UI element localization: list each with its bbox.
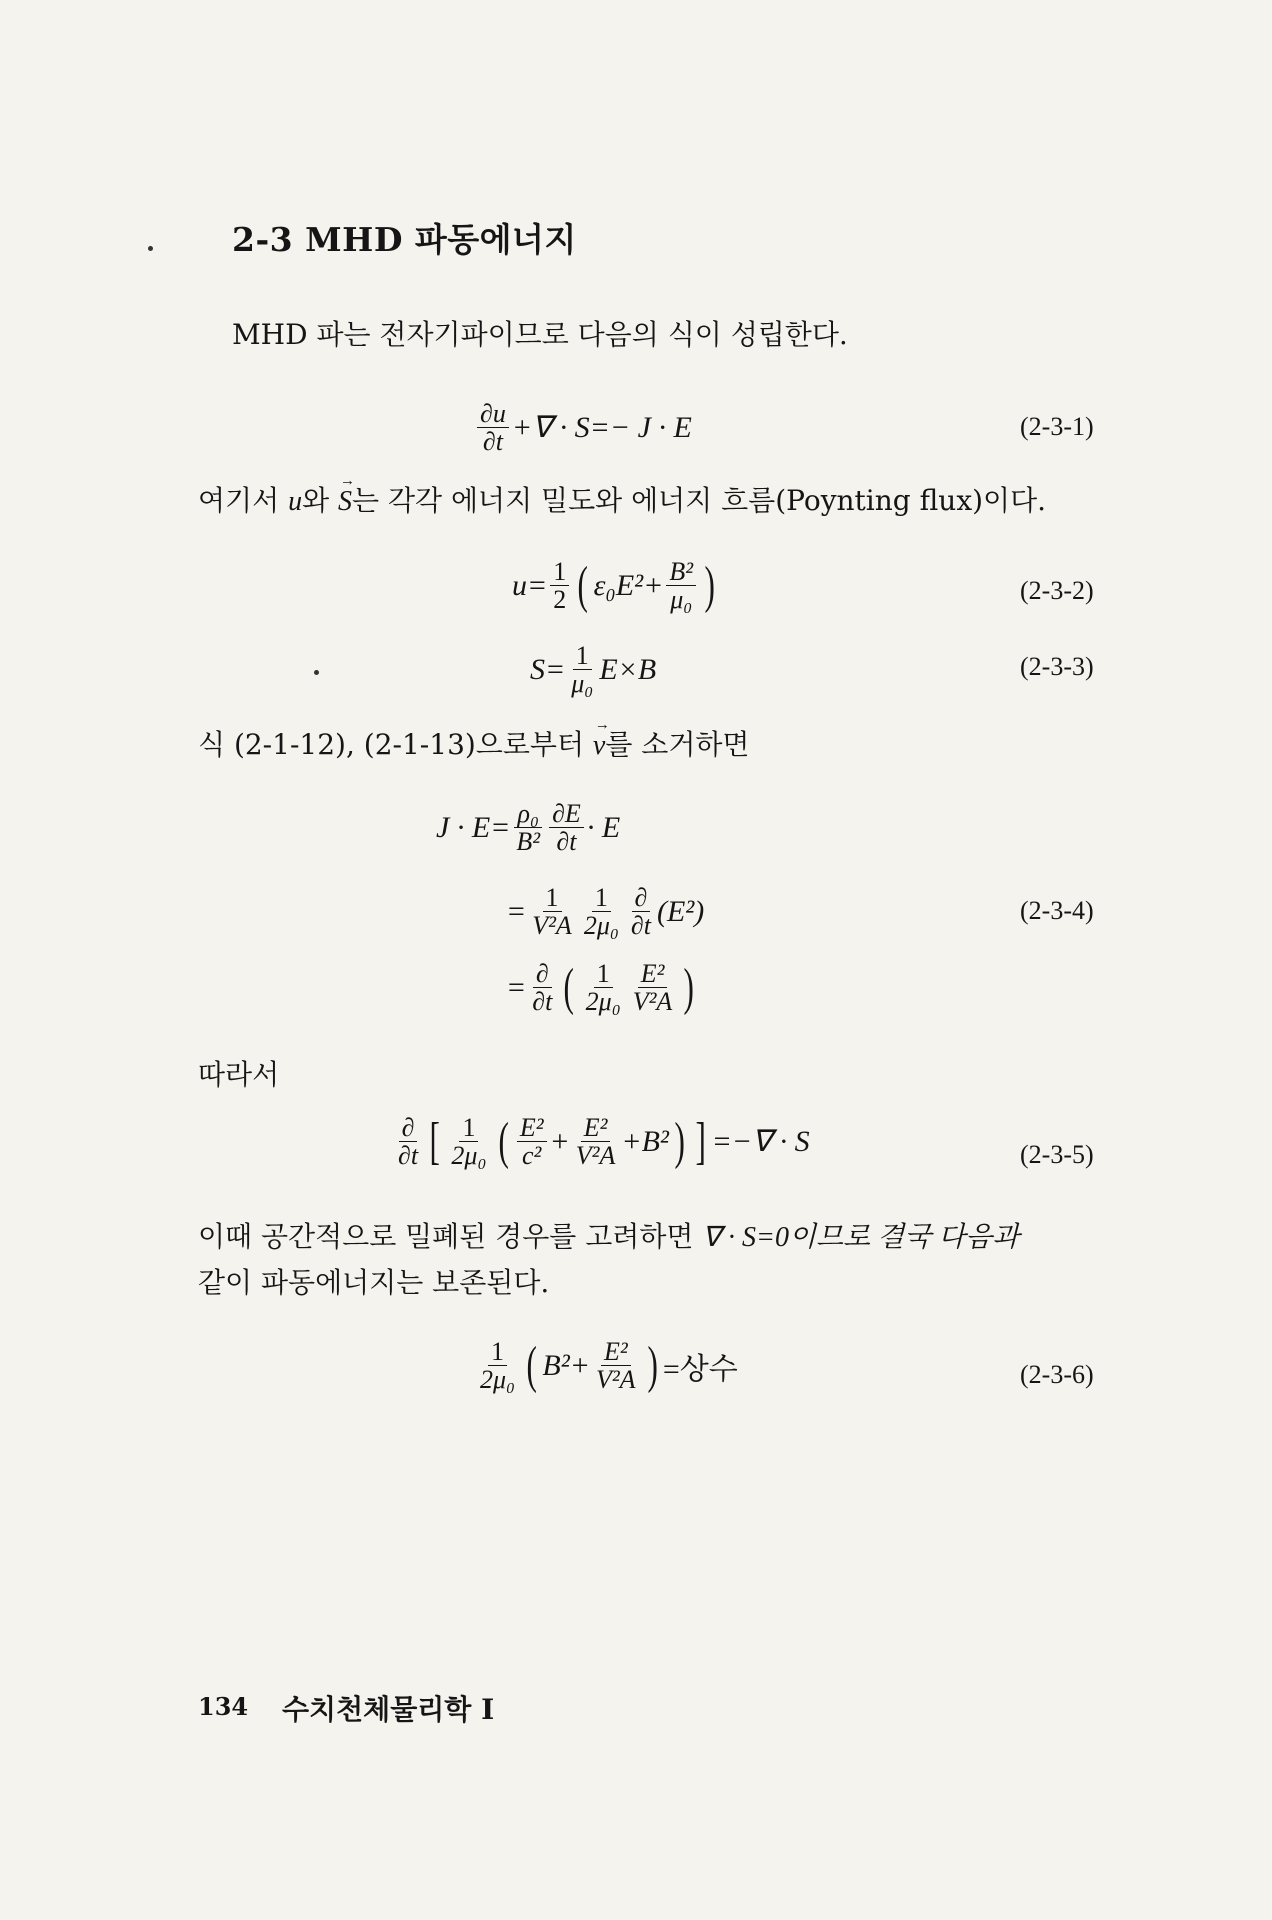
equation-rest: E×B: [599, 652, 657, 686]
right-paren: ): [704, 556, 715, 614]
denominator: V²A: [632, 987, 673, 1017]
fraction: [628, 884, 654, 940]
denominator: V²A: [575, 1141, 616, 1171]
denominator: ∂t: [556, 827, 577, 857]
equation-2-3-4-line-2: [506, 884, 704, 940]
right-bracket: ]: [695, 1112, 707, 1170]
fraction: [666, 558, 696, 614]
equation-2-3-2: [512, 558, 720, 614]
left-paren: (: [563, 958, 575, 1016]
equation-2-3-3: [530, 642, 656, 698]
numerator: 1: [459, 1114, 478, 1142]
fraction: [549, 800, 584, 856]
denominator: V²A: [596, 1365, 636, 1395]
numerator: ∂: [399, 1114, 418, 1142]
denominator: V²A: [532, 911, 572, 941]
text: ∇ · S=0이므로 결국 다음과: [702, 1222, 1020, 1253]
equation-number: (2-3-1): [1020, 412, 1094, 441]
term: ε₀E²+: [593, 568, 664, 602]
text: 를 소거하면: [605, 728, 750, 761]
numerator: ∂: [533, 960, 552, 988]
vector-S: → S: [338, 485, 352, 519]
text: 여기서: [198, 484, 280, 517]
equation-2-3-1: [474, 400, 692, 456]
fraction: [581, 884, 622, 940]
paragraph: [198, 484, 1046, 519]
left-paren: (: [526, 1336, 537, 1394]
fraction: [477, 400, 509, 456]
equation-2-3-4-line-3: [506, 960, 700, 1016]
denominator: 2μ₀: [585, 987, 621, 1017]
left-bracket: [: [429, 1112, 440, 1170]
right-paren: ): [647, 1336, 658, 1394]
numerator: ∂: [632, 884, 651, 912]
book-title: 수치천체물리학 I: [282, 1693, 495, 1726]
left-paren: (: [577, 556, 589, 614]
variable-u: u: [288, 486, 303, 517]
denominator: ∂t: [482, 427, 503, 457]
numerator: ρ₀: [514, 800, 542, 828]
equation-number: (2-3-2): [1020, 576, 1094, 605]
right-paren: ): [683, 958, 695, 1016]
equation-2-3-5: [392, 1114, 810, 1170]
equation-number: (2-3-4): [1020, 896, 1094, 925]
fraction: [583, 960, 624, 1016]
lhs: =: [506, 970, 527, 1004]
denominator: ∂t: [630, 911, 651, 941]
numerator: 1: [573, 642, 592, 670]
denominator: ∂t: [532, 987, 553, 1017]
rhs: =상수: [662, 1352, 738, 1386]
numerator: E²: [638, 960, 668, 988]
fraction: [448, 1114, 489, 1170]
paragraph: 따라서: [198, 1058, 280, 1091]
equation-2-3-4-line-1: [436, 800, 620, 856]
equation-number: (2-3-3): [1020, 652, 1094, 681]
denominator: B²: [516, 827, 541, 857]
denominator: c²: [522, 1141, 542, 1171]
denominator: ∂t: [398, 1141, 419, 1171]
page-number: 134: [198, 1692, 249, 1721]
right-paren: ): [674, 1112, 685, 1170]
numerator: E²: [581, 1114, 611, 1142]
numerator: 1: [550, 558, 569, 586]
equation-rest: (E²): [656, 894, 705, 928]
fraction: [513, 800, 543, 856]
numerator: E²: [517, 1114, 547, 1142]
denominator: 2: [553, 585, 567, 615]
equation-number: (2-3-5): [1020, 1140, 1094, 1169]
numerator: 1: [594, 960, 613, 988]
equation-rest: +∇ · S=− J · E: [511, 411, 692, 445]
lhs: =: [506, 894, 527, 928]
rhs: =−∇ · S: [711, 1125, 810, 1159]
fraction: [395, 1114, 421, 1170]
numerator: B²: [666, 558, 696, 586]
denominator: 2μ₀: [583, 911, 619, 941]
fraction: [550, 558, 569, 614]
fraction: [573, 1114, 619, 1170]
lhs: J · E=: [436, 810, 511, 844]
text: 와: [302, 484, 330, 517]
lhs: u=: [512, 568, 548, 602]
term: B²+: [542, 1348, 590, 1382]
numerator: 1: [592, 884, 611, 912]
equation-number: (2-3-6): [1020, 1360, 1094, 1389]
paragraph: 같이 파동에너지는 보존된다.: [198, 1266, 550, 1299]
text: 는 각각 에너지 밀도와 에너지 흐름(Poynting flux)이다.: [352, 484, 1047, 517]
denominator: μ₀: [670, 585, 693, 615]
paragraph: [198, 728, 750, 763]
stray-dot: [148, 246, 153, 251]
equation-rest: · E: [586, 810, 621, 844]
fraction: [529, 960, 555, 1016]
denominator: 2μ₀: [480, 1365, 516, 1395]
denominator: μ₀: [571, 669, 594, 699]
fraction: [593, 1338, 639, 1394]
numerator: ∂u: [477, 400, 509, 428]
term: +B²: [621, 1124, 669, 1158]
text: 식 (2-1-12), (2-1-13)으로부터: [198, 728, 584, 761]
numerator: E²: [601, 1338, 631, 1366]
equation-2-3-6: [474, 1338, 738, 1394]
plus-sign: +: [549, 1124, 570, 1158]
text: 이때 공간적으로 밀폐된 경우를 고려하면: [198, 1220, 694, 1253]
fraction: [568, 642, 596, 698]
numerator: ∂E: [549, 800, 584, 828]
fraction: [630, 960, 676, 1016]
fraction: [529, 884, 575, 940]
lhs: S=: [530, 652, 566, 686]
left-paren: (: [497, 1112, 509, 1170]
stray-dot: [314, 670, 319, 675]
paragraph: [198, 1220, 1019, 1255]
section-heading: 2-3 MHD 파동에너지: [232, 220, 577, 259]
numerator: 1: [543, 884, 562, 912]
fraction: [517, 1114, 547, 1170]
paragraph: MHD 파는 전자기파이므로 다음의 식이 성립한다.: [232, 318, 848, 351]
numerator: 1: [488, 1338, 507, 1366]
denominator: 2μ₀: [451, 1141, 487, 1171]
vector-v: → v: [593, 729, 605, 763]
fraction: [477, 1338, 518, 1394]
